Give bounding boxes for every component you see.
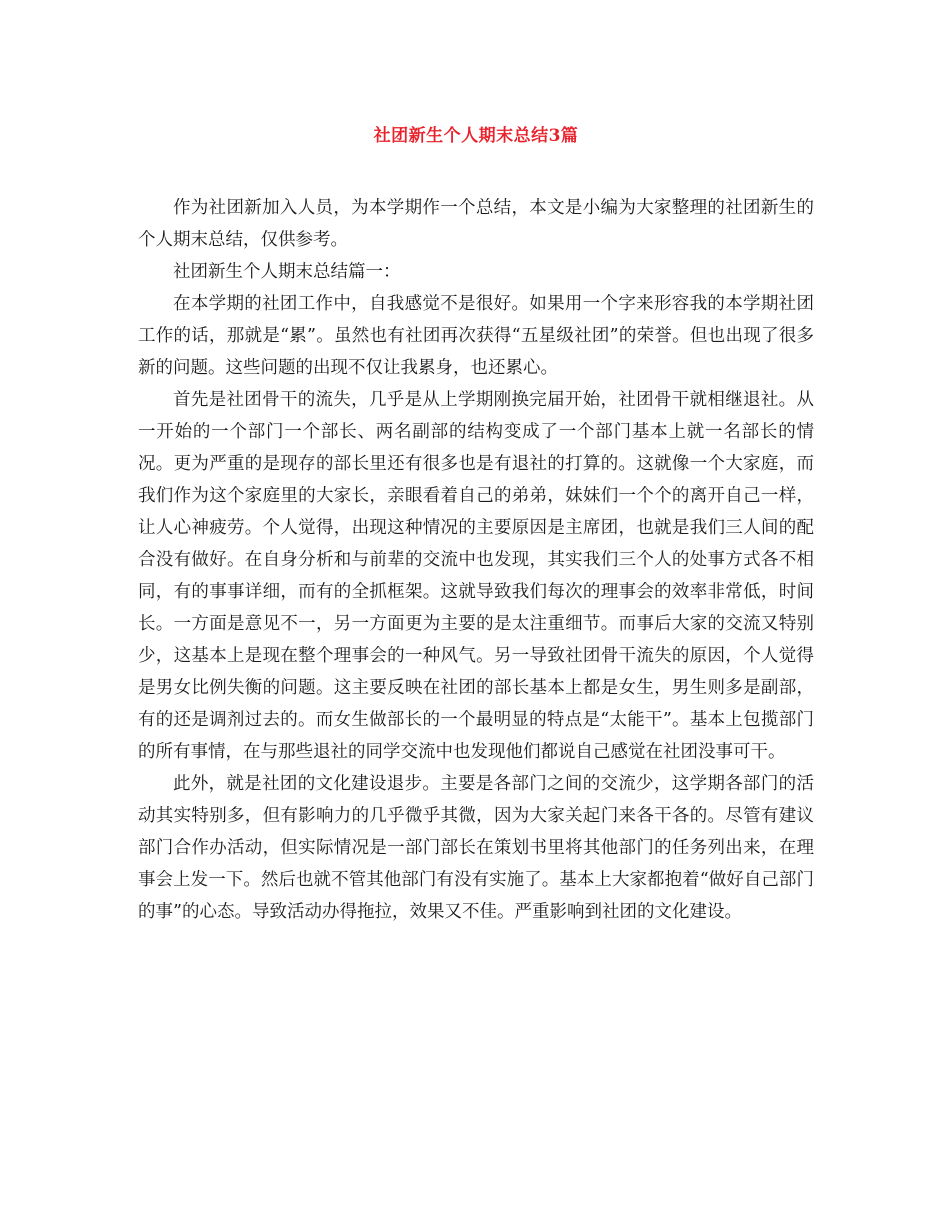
document-page	[138, 118, 814, 928]
paragraph-intro: 作为社团新加入人员，为本学期作一个总结，本文是小编为大家整理的社团新生的个人期末总结，仅供参考。	[138, 198, 814, 250]
paragraph-body-2: 首先是社团骨干的流失，几乎是从上学期刚换完届开始，社团骨干就相继退社。从一开始的一个部门一个部长、两名副部的结构变成了一个部门基本上就一名部长的情况。更为严重的是现存的部长里还有很多也是有退社的打算的。这就像一个大家庭，而我们作为这个家庭里的大家长，亲眼看着自己的弟弟，妹妹们一个个的离开自己一样，让人心神疲劳。个人觉得，出现这种情况的主要原因是主席团，也就是我们三人间的配合没有做好。在自身分析和与前辈的交流中也发现，其实我们三个人的处事方式各不相同，有的事事详细，而有的全抓框架。这就导致我们每次的理事会的效率非常低，时间长。一方面是意见不一，另一方面更为主要的是太注重细节。而事后大家的交流又特别少，这基本上是现在整个理事会的一种风气。另一导致社团骨干流失的原因，个人觉得是男女比例失衡的问题。这主要反映在社团的部长基本上都是女生，男生则多是副部，有的还是调剂过去的。而女生做部长的一个最明显的特点是“太能干”。基本上包揽部门的所有事情，在与那些退社的同学交流中也发现他们都说自己感觉在社团没事可干。	[138, 390, 814, 762]
paragraph-body-3: 此外，就是社团的文化建设退步。主要是各部门之间的交流少，这学期各部门的活动其实特别多，但有影响力的几乎微乎其微，因为大家关起门来各干各的。尽管有建议部门合作办活动，但实际情况是一部门部长在策划书里将其他部门的任务列出来，在理事会上发一下。然后也就不管其他部门有没有实施了。基本上大家都抱着“做好自己部门的事”的心态。导致活动办得拖拉，效果又不佳。严重影响到社团的文化建设。	[138, 774, 814, 922]
paragraph-body-1: 在本学期的社团工作中，自我感觉不是很好。如果用一个字来形容我的本学期社团工作的话，那就是“累”。虽然也有社团再次获得“五星级社团”的荣誉。但也出现了很多新的问题。这些问题的出现不仅让我累身，也还累心。	[138, 294, 814, 378]
paragraph-section-heading: 社团新生个人期末总结篇一：	[173, 262, 401, 282]
document-title: 社团新生个人期末总结3篇	[373, 126, 579, 146]
